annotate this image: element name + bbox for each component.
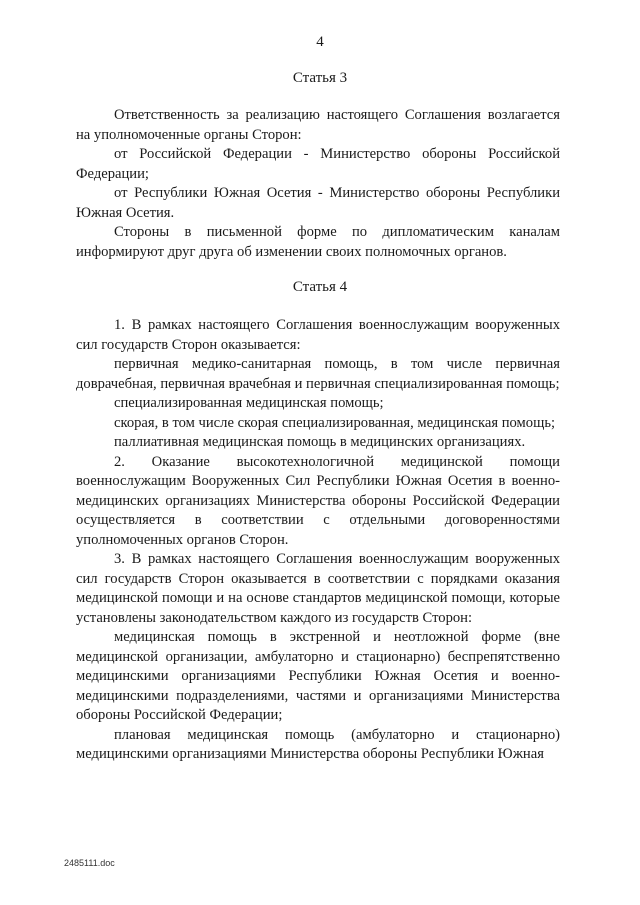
article-4-paragraph: 1. В рамках настоящего Соглашения военнослужащим вооруженных сил государств Сторон оказывается: <box>76 317 560 353</box>
file-name-footer: 2485111.doc <box>64 858 115 868</box>
article-3-title: Статья 3 <box>292 70 348 86</box>
article-3-paragraph: Стороны в письменной форме по дипломатическим каналам информируют друг друга об изменении своих полномочных органов. <box>76 224 560 260</box>
article-3-paragraph: Ответственность за реализацию настоящего Соглашения возлагается на уполномоченные органы Сторон: <box>76 107 560 143</box>
article-3-body <box>76 106 560 262</box>
article-3-paragraph: от Российской Федерации - Министерство обороны Российской Федерации; <box>76 146 560 182</box>
article-4-paragraph: паллиативная медицинская помощь в медицинских организациях. <box>114 434 526 450</box>
article-4-paragraph: специализированная медицинская помощь; <box>114 395 384 411</box>
article-4-paragraph: медицинская помощь в экстренной и неотложной форме (вне медицинской организации, амбулаторно и стационарно) беспрепятственно медицинскими организациями Республики Южная Осетия и военно-медицинскими подразделениями, частями и организациями Министерства обороны Российской Федерации; <box>76 629 560 723</box>
article-4-title: Статья 4 <box>292 279 348 295</box>
article-4-body <box>76 316 560 765</box>
article-3-paragraph: от Республики Южная Осетия - Министерство обороны Республики Южная Осетия. <box>76 185 560 221</box>
article-4-paragraph: плановая медицинская помощь (амбулаторно и стационарно) медицинскими организациями Министерства обороны Республики Южная <box>76 726 560 762</box>
article-4-paragraph: первичная медико-санитарная помощь, в том числе первичная доврачебная, первичная врачебная и первичная специализированная помощь; <box>76 356 560 392</box>
article-4-paragraph: скорая, в том числе скорая специализированная, медицинская помощь; <box>114 414 556 431</box>
article-4-paragraph: 2. Оказание высокотехнологичной медицинской помощи военнослужащим Вооруженных Сил Республики Южная Осетия в военно-медицинских организациях Министерства обороны Российской Федерации осуществляется в соответствии с отдельными договоренностями уполномоченных органов Сторон. <box>76 453 560 548</box>
article-4-paragraph: 3. В рамках настоящего Соглашения военнослужащим вооруженных сил государств Сторон оказывается в соответствии с порядками оказания медицинской помощи и на основе стандартов медицинской помощи, которые установлены законодательством каждого из государств Сторон: <box>76 551 560 626</box>
page-number: 4 <box>316 34 324 50</box>
